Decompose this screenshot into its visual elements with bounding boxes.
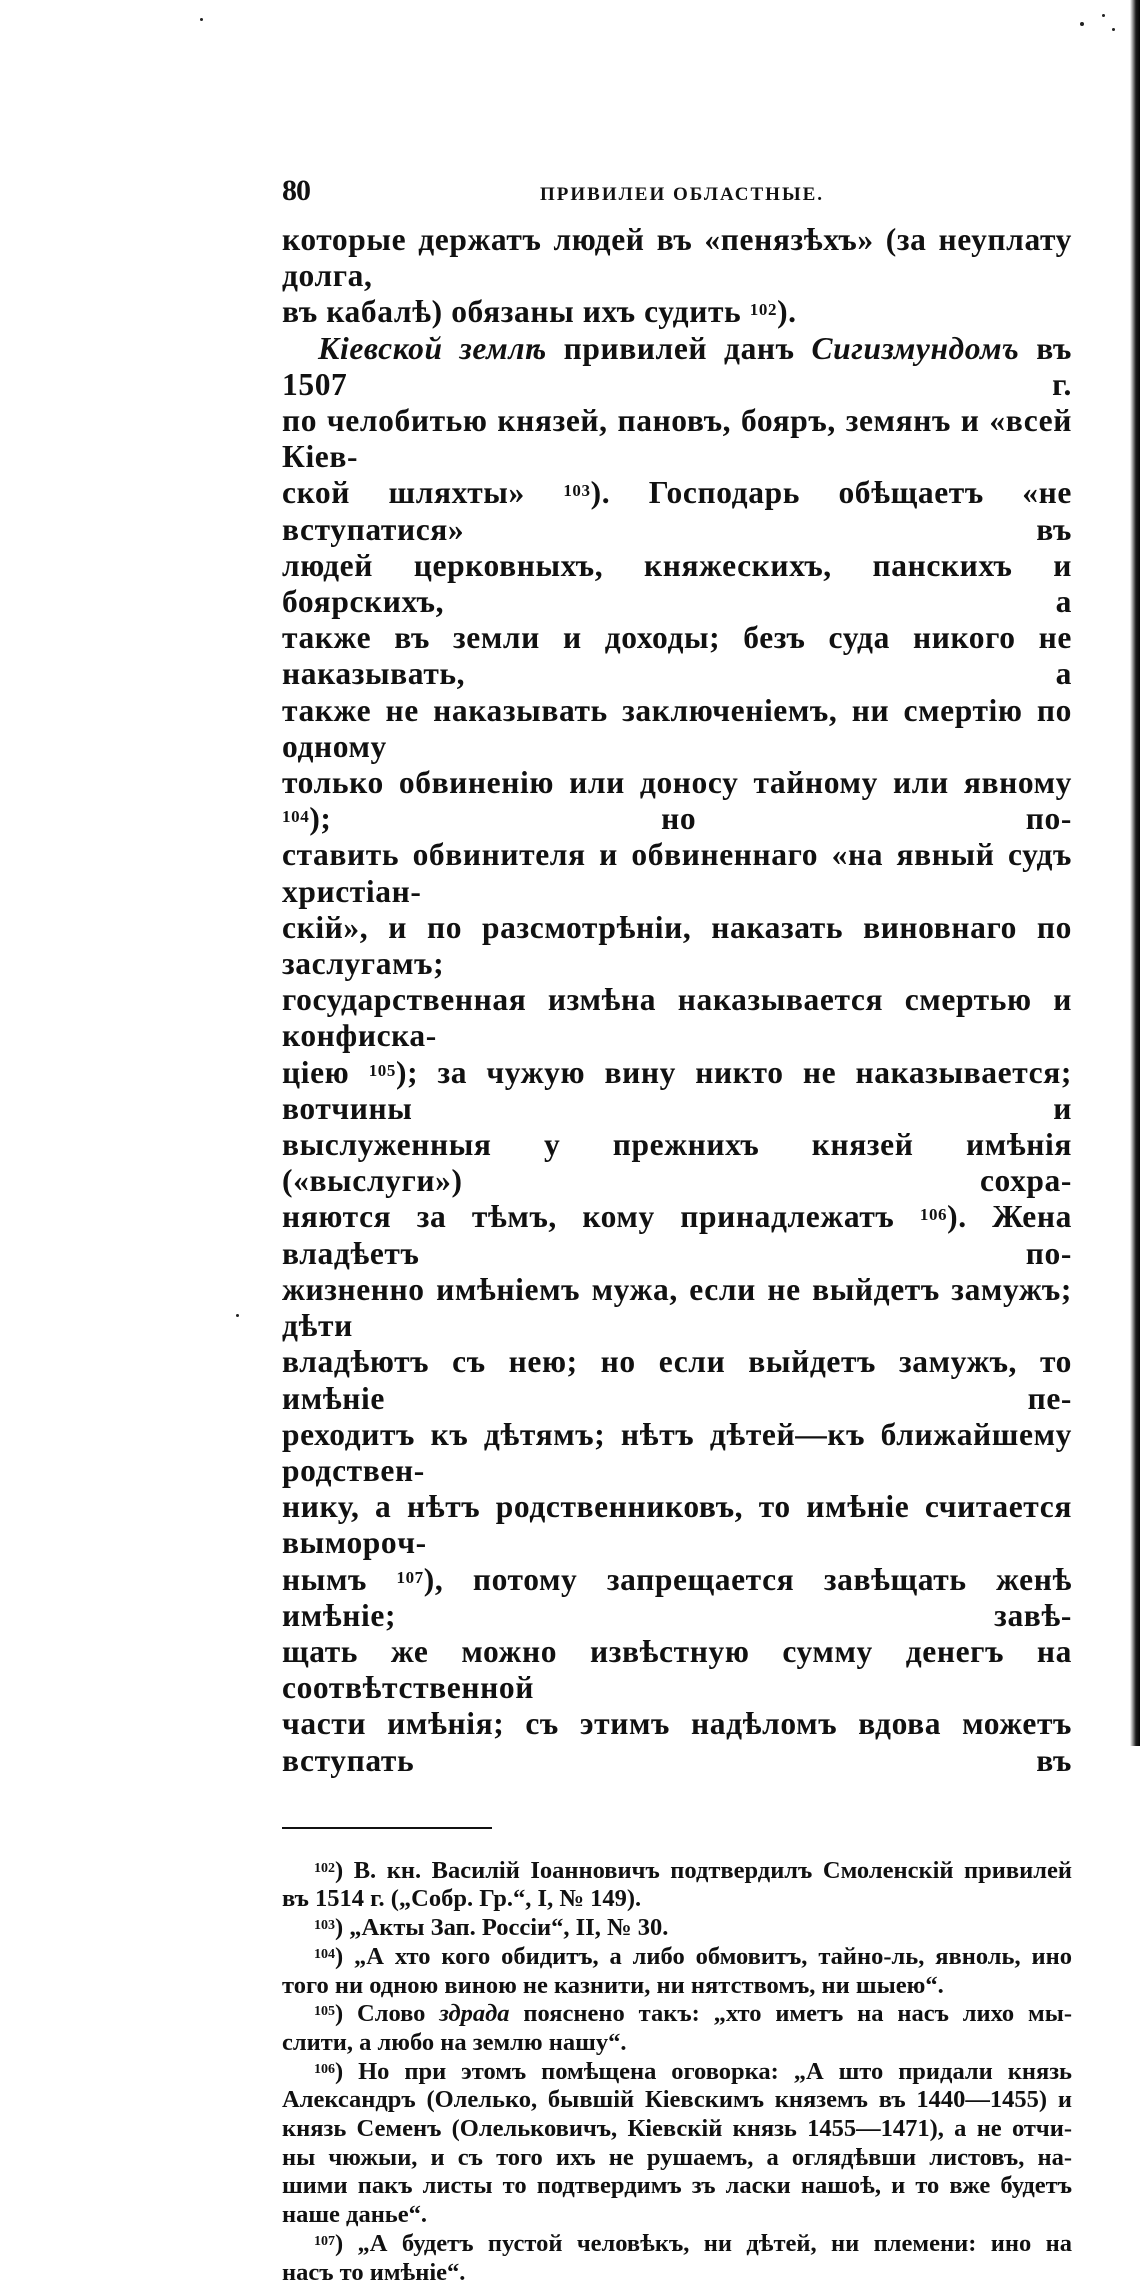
footnote-106: $^{106}$) Но при этомъ помѣщена оговорка: „А што придали князь (314, 2057, 1072, 2085)
text-line: няются за тѣмъ, кому принадлежатъ $^{106}$). Жена владѣетъ по- (282, 1199, 1072, 1271)
scan-speck (1112, 28, 1115, 31)
emphasis: Кіевской землѣ (318, 330, 547, 366)
footnotes (282, 1857, 1072, 2287)
text-line: Кіевской землѣ привилей данъ Сигизмундомъ въ 1507 г. (282, 330, 1072, 402)
scan-edge-shadow (1130, 0, 1140, 1746)
running-head: ПРИВИЛЕИ ОБЛАСТНЫЕ. (540, 184, 825, 205)
page-header (282, 160, 1072, 216)
book-page (282, 160, 1072, 2287)
footnote-ref: 104 (282, 807, 310, 827)
footnote-line: слити, а любо на землю нашу“. (282, 2028, 627, 2056)
footnote-ref: 102 (749, 300, 778, 320)
text-line: ставить обвинителя и обвиненнаго «на явный судъ христіан- (282, 837, 1072, 909)
footnote-ref: 103 (563, 481, 591, 501)
footnote-line: въ 1514 г. („Собр. Гр.“, I, № 149). (282, 1885, 642, 1913)
emphasis: Сигизмундомъ (811, 330, 1020, 366)
text-line: по челобитью князей, пановъ, бояръ, земянъ и «всей Кіев- (282, 403, 1072, 475)
text-line: ской шляхты» $^{103}$). Господарь обѣщаетъ «не вступатися» въ (282, 475, 1072, 547)
footnote-ref: 107 (396, 1567, 424, 1587)
footnote-ref: 106 (919, 1205, 948, 1225)
text-line: также въ земли и доходы; безъ суда никого не наказывать, а (282, 620, 1072, 692)
footnote-103: $^{103}$) „Акты Зап. Россіи“, II, № 30. (314, 1914, 669, 1942)
text-line: государственная измѣна наказывается смертью и конфиска- (282, 982, 1072, 1054)
text-line: скій», и по разсмотрѣніи, наказать виновнаго по заслугамъ; (282, 909, 1072, 982)
footnote-104: $^{104}$) „А хто кого обидитъ, а либо обмовитъ, тайно-ль, явноль, ино (314, 1942, 1072, 1970)
text-line: части имѣнія; съ этимъ надѣломъ вдова можетъ вступать въ (282, 1706, 1072, 1778)
footnote-ref: 105 (368, 1060, 396, 1080)
footnote-107: $^{107}$) „А будетъ пустой человѣкъ, ни дѣтей, ни племени: ино на (314, 2229, 1072, 2257)
footnote-line: шими пакъ листы то подтвердимъ зъ ласки нашоѣ, и то вже будетъ (282, 2172, 1072, 2200)
footnote-line: того ни одною виною не казнити, ни нятствомъ, ни шыею“. (282, 1971, 944, 1999)
text-line: нымъ $^{107}$), потому запрещается завѣщать женѣ имѣніе; завѣ- (282, 1561, 1072, 1633)
footnote-line: насъ то имѣніе“. (282, 2258, 466, 2286)
footnote-line: ны чюжыи, и съ того ихъ не рушаемъ, а оглядѣвши листовъ, на- (282, 2143, 1072, 2171)
text-line: нику, а нѣтъ родственниковъ, то имѣніе считается выморoч- (282, 1489, 1072, 1561)
footnote-divider (282, 1827, 492, 1829)
scan-speck (236, 1314, 239, 1317)
main-text (282, 222, 1072, 1779)
text-line: въ кабалѣ) обязаны ихъ судить $^{102}$). (282, 294, 797, 330)
text-line: жизненно имѣніемъ мужа, если не выйдетъ замужъ; дѣти (282, 1271, 1072, 1344)
footnote-105: $^{105}$) Слово здрада пояснено такъ: „хто иметъ на насъ лихо мы- (314, 2000, 1072, 2028)
text-line: только обвиненію или доносу тайному или явному $^{104}$); но по- (282, 765, 1072, 837)
text-line: также не наказывать заключеніемъ, ни смертію по одному (282, 692, 1072, 764)
scan-speck (200, 18, 203, 21)
text-line: которые держатъ людей въ «пенязѣхъ» (за неуплату долга, (282, 222, 1072, 294)
text-line: людей церковныхъ, княжескихъ, панскихъ и боярскихъ, а (282, 547, 1072, 620)
footnote-line: Александръ (Олелько, бывшій Кіевскимъ княземъ въ 1440—1455) и (282, 2086, 1072, 2114)
footnote-line: князь Семенъ (Олельковичъ, Кіевскій князь 1455—1471), а не отчи- (282, 2115, 1072, 2143)
page-number: 80 (282, 174, 310, 207)
scan-speck (1080, 22, 1084, 26)
footnote-line: наше данье“. (282, 2201, 428, 2229)
text-line: выслуженныя у прежнихъ князей имѣнія («выслуги») сохра- (282, 1127, 1072, 1199)
scan-speck (1102, 14, 1105, 17)
text-line: щать же можно извѣстную сумму денегъ на соотвѣтственной (282, 1633, 1072, 1706)
text-line: реходитъ къ дѣтямъ; нѣтъ дѣтей—къ ближайшему родствен- (282, 1416, 1072, 1488)
text-line: владѣютъ съ нею; но если выйдетъ замужъ, то имѣніе пе- (282, 1344, 1072, 1416)
footnote-102: $^{102}$) В. кн. Василій Іоанновичъ подтвердилъ Смоленскій привилей (314, 1856, 1072, 1884)
emphasis: здрада (439, 2000, 510, 2028)
text-line: ціею $^{105}$); за чужую вину никто не наказывается; вотчины и (282, 1054, 1072, 1126)
